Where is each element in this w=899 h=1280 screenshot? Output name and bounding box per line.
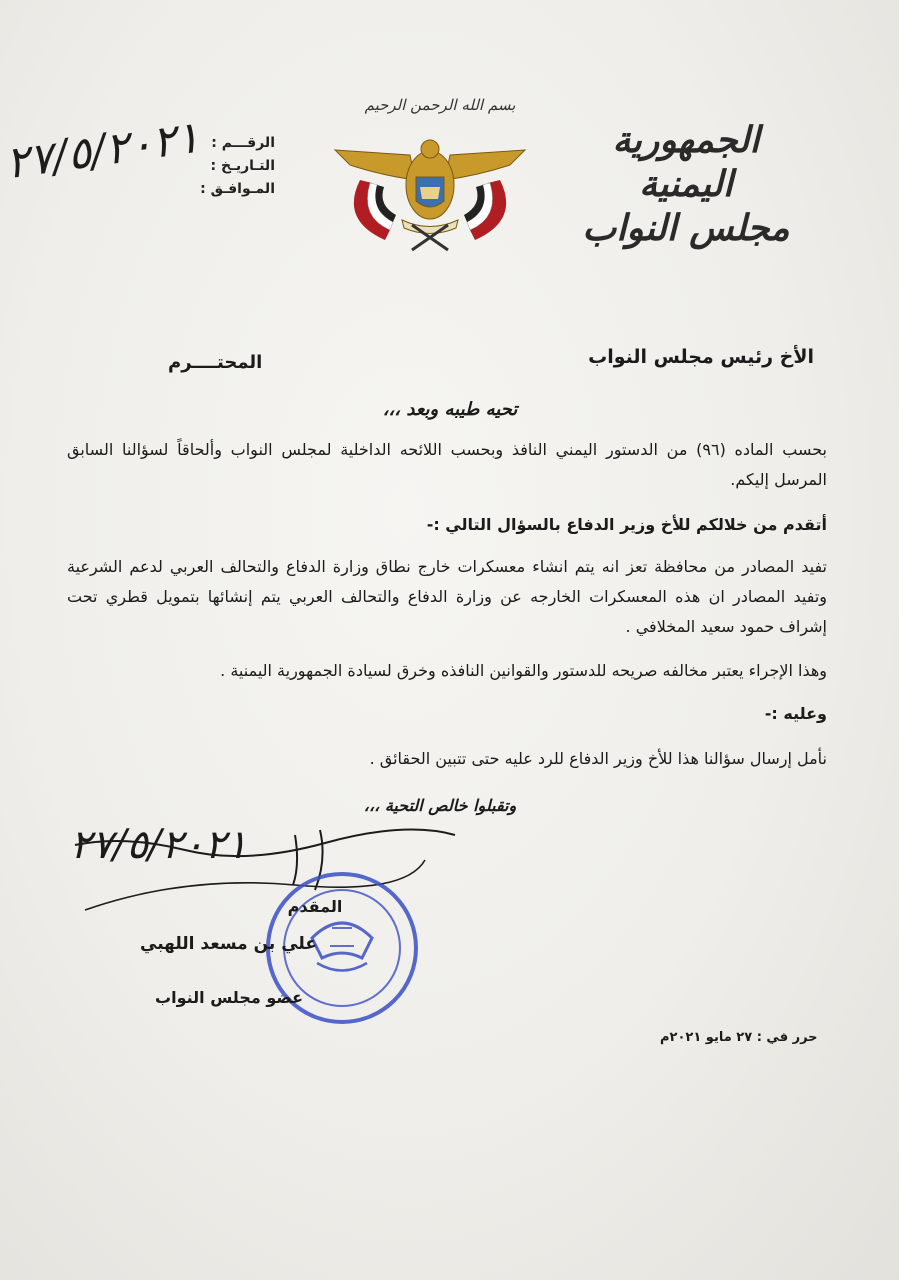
paragraph-violation: وهذا الإجراء يعتبر مخالفه صريحه للدستور والقوانين النافذه وخرق لسيادة الجمهورية اليمنية . [220, 661, 827, 680]
signature-title: المقدم [287, 897, 343, 916]
yemen-emblem-icon [330, 125, 530, 255]
paragraph-question-intro: أتقدم من خلالكم للأخ وزير الدفاع بالسؤال التالي :- [426, 515, 827, 534]
letterhead-body: مجلس النواب [582, 207, 790, 249]
paragraph-question-body: تفيد المصادر من محافظة تعز انه يتم انشاء معسكرات خارج نطاق وزارة الدفاع والتحالف العربي لدعم الشرعية وتفيد المصادر ان هذه المعسكرات الخارجه عن وزارة الدفاع والتحالف العربي يتم إنشائها بتمويل قطري تحت إشراف حمود سعيد المخلافي . [67, 557, 827, 636]
greeting: تحيه طيبه وبعد ،،، [382, 399, 518, 420]
signatory-name: علي بن مسعد اللهبي [140, 934, 317, 954]
letterhead [561, 118, 811, 250]
addressee: الأخ رئيس مجلس النواب [588, 346, 814, 368]
honorific: المحتــــرم [168, 352, 263, 373]
closing-salutation: وتقبلوا خالص التحية ،،، [363, 796, 517, 815]
signatory-role: عضو مجلس النواب [155, 988, 304, 1007]
handwritten-header-date: ٢٧/٥/٢٠٢١ [2, 111, 203, 190]
paragraph-therefore: وعليه :- [764, 704, 827, 723]
meta-corresponding-label: المـوافـق : [200, 181, 275, 197]
signature-handwritten-date: ٢٧/٥/٢٠٢١ [70, 822, 248, 868]
meta-number-label: الرقـــم : [211, 135, 275, 151]
issued-dateline: حرر في : ٢٧ مايو ٢٠٢١م [660, 1030, 818, 1045]
basmala: بسم الله الرحمن الرحيم [364, 96, 516, 114]
letterhead-country: الجمهورية اليمنية [612, 119, 760, 205]
meta-date-label: التـاريـخ : [210, 158, 275, 174]
paragraph-request: نأمل إرسال سؤالنا هذا للأخ وزير الدفاع للرد عليه حتى تتبين الحقائق . [369, 749, 827, 768]
paragraph-legal-basis: بحسب الماده (٩٦) من الدستور اليمني النافذ وبحسب اللائحه الداخلية لمجلس النواب وألحاقاً لسؤالنا السابق المرسل إليكم. [67, 440, 828, 489]
